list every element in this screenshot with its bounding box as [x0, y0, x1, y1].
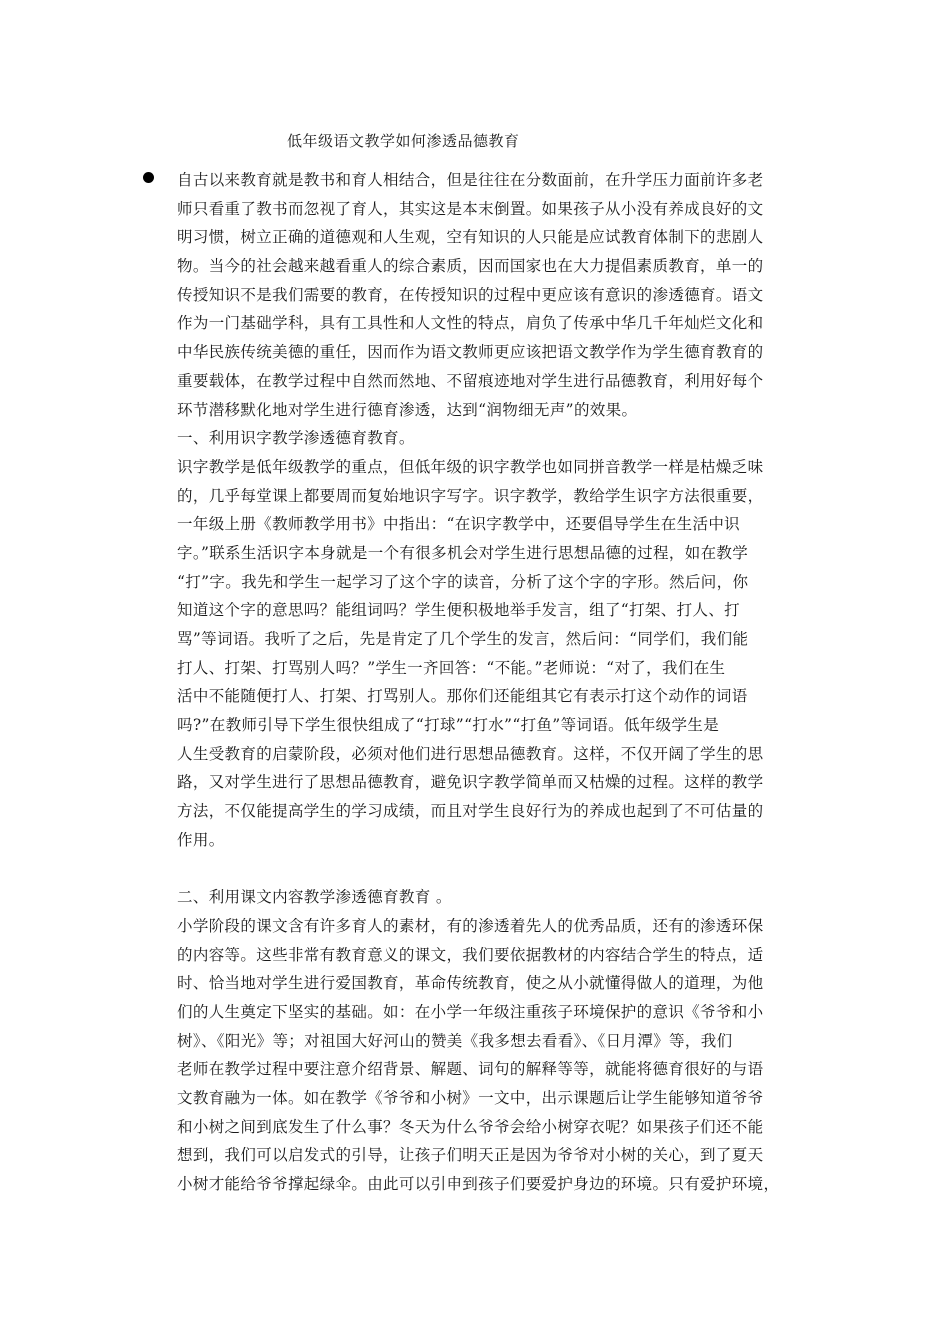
text-line: 二、利用课文内容教学渗透德育教育 。: [177, 888, 452, 907]
text-line: 一年级上册《教师教学用书》中指出：“在识字教学中，还要倡导学生在生活中识: [177, 515, 741, 534]
text-line: 一、利用识字教学渗透德育教育。: [177, 429, 415, 448]
text-line: 环节潜移默化地对学生进行德育渗透，达到“润物细无声”的效果。: [177, 400, 638, 419]
text-line: 中华民族传统美德的重任，因而作为语文教师更应该把语文教学作为学生德育教育的: [177, 343, 764, 362]
text-line: 的内容等。这些非常有教育意义的课文，我们要依据教材的内容结合学生的特点，适: [177, 945, 764, 964]
text-line: 吗?”在教师引导下学生很快组成了“打球”“打水”“打鱼”等词语。低年级学生是: [177, 716, 720, 735]
text-line: 传授知识不是我们需要的教育，在传授知识的过程中更应该有意识的渗透德育。语文: [177, 285, 764, 304]
document-body: [177, 166, 802, 1199]
text-line: 和小树之间到底发生了什么事？冬天为什么爷爷会给小树穿衣呢？如果孩子们还不能: [177, 1117, 764, 1136]
text-line: 们的人生奠定下坚实的基础。如：在小学一年级注重孩子环境保护的意识《爷爷和小: [177, 1002, 764, 1021]
text-line: 小学阶段的课文含有许多育人的素材，有的渗透着先人的优秀品质，还有的渗透环保: [177, 916, 764, 935]
bullet-point-icon: [143, 172, 154, 183]
text-line: 自古以来教育就是教书和育人相结合，但是往往在分数面前，在升学压力面前许多老: [177, 171, 764, 189]
text-line: 方法，不仅能提高学生的学习成绩，而且对学生良好行为的养成也起到了不可估量的: [177, 802, 764, 821]
document-title: 低年级语文教学如何渗透品德教育: [287, 132, 520, 150]
text-line: 人生受教育的启蒙阶段，必须对他们进行思想品德教育。这样，不仅开阔了学生的思: [177, 744, 764, 763]
text-line: 知道这个字的意思吗？能组词吗？学生便积极地举手发言，组了“打架、打人、打: [177, 601, 741, 620]
text-line: 明习惯，树立正确的道德观和人生观，空有知识的人只能是应试教育体制下的悲剧人: [177, 228, 764, 247]
blank-line: [177, 855, 802, 884]
text-line: 树》、《阳光》等；对祖国大好河山的赞美《我多想去看看》、《日月潭》等，我们: [177, 1031, 733, 1050]
text-line: 老师在教学过程中要注意介绍背景、解题、词句的解释等等，就能将德育很好的与语: [177, 1060, 764, 1079]
text-line: 的，几乎每堂课上都要周而复始地识字写字。识字教学，教给学生识字方法很重要，: [177, 486, 764, 505]
text-line: 打人、打架、打骂别人吗？”学生一齐回答：“不能。”老师说：“对了，我们在生: [177, 658, 726, 677]
text-line: 物。当今的社会越来越看重人的综合素质，因而国家也在大力提倡素质教育，单一的: [177, 257, 764, 276]
text-line: 字。”联系生活识字本身就是一个有很多机会对学生进行思想品德的过程，如在教学: [177, 543, 749, 562]
text-line: 识字教学是低年级教学的重点，但低年级的识字教学也如同拼音教学一样是枯燥乏味: [177, 457, 764, 476]
text-line: 作为一门基础学科，具有工具性和人文性的特点，肩负了传承中华几千年灿烂文化和: [177, 314, 764, 333]
text-line: 骂”等词语。我听了之后，先是肯定了几个学生的发言，然后问：“同学们，我们能: [177, 630, 749, 648]
text-line: 活中不能随便打人、打架、打骂别人。那你们还能组其它有表示打这个动作的词语: [177, 687, 748, 706]
text-line: 时、恰当地对学生进行爱国教育，革命传统教育，使之从小就懂得做人的道理，为他: [177, 974, 764, 993]
text-line: 小树才能给爷爷撑起绿伞。由此可以引申到孩子们要爱护身边的环境。只有爱护环境，: [177, 1175, 780, 1194]
text-line: 文教育融为一体。如在教学《爷爷和小树》一文中，出示课题后让学生能够知道爷爷: [177, 1089, 764, 1107]
text-line: 想到，我们可以启发式的引导，让孩子们明天正是因为爷爷对小树的关心，到了夏天: [177, 1146, 764, 1165]
text-line: 师只看重了教书而忽视了育人，其实这是本末倒置。如果孩子从小没有养成良好的文: [177, 199, 764, 218]
text-line: “打”字。我先和学生一起学习了这个字的读音，分析了这个字的字形。然后问，你: [177, 572, 749, 591]
text-line: 重要载体，在教学过程中自然而然地、不留痕迹地对学生进行品德教育，利用好每个: [177, 371, 764, 390]
text-line: 路，又对学生进行了思想品德教育，避免识字教学简单而又枯燥的过程。这样的教学: [177, 773, 764, 792]
text-line: 作用。: [177, 830, 225, 849]
